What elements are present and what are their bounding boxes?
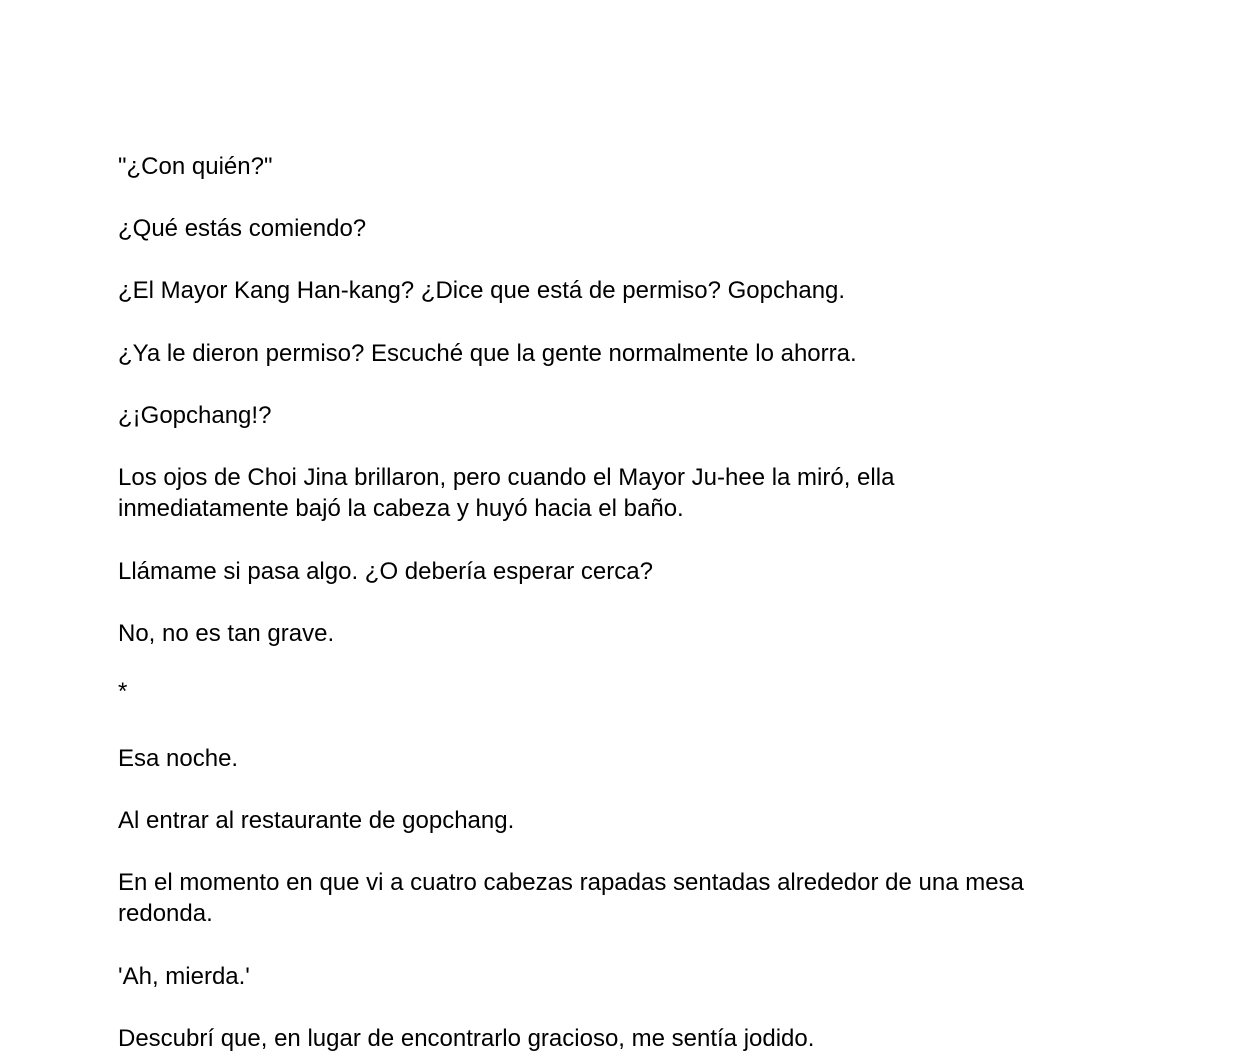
paragraph-4: ¿Ya le dieron permiso? Escuché que la gente normalmente lo ahorra. [118,340,857,367]
paragraph-8: No, no es tan grave. [118,620,335,647]
paragraph-3: ¿El Mayor Kang Han-kang? ¿Dice que está de permiso? Gopchang. [118,277,846,304]
paragraph-2: ¿Qué estás comiendo? [118,215,367,242]
paragraph-5: ¿¡Gopchang!? [118,402,272,429]
paragraph-13: Descubrí que, en lugar de encontrarlo gracioso, me sentía jodido. [118,1025,815,1052]
paragraph-6: Los ojos de Choi Jina brillaron, pero cuando el Mayor Ju-hee la miró, ella inmediatamente bajó la cabeza y huyó hacia el baño. [118,464,895,522]
paragraph-10: Al entrar al restaurante de gopchang. [118,807,515,834]
paragraph-11: En el momento en que vi a cuatro cabezas rapadas sentadas alrededor de una mesa redonda. [118,869,1024,927]
paragraph-12: 'Ah, mierda.' [118,963,250,990]
paragraph-9: Esa noche. [118,745,239,772]
paragraph-1: "¿Con quién?" [118,153,273,180]
paragraph-7: Llámame si pasa algo. ¿O debería esperar cerca? [118,558,653,585]
scene-break-asterisk: * [118,678,128,705]
